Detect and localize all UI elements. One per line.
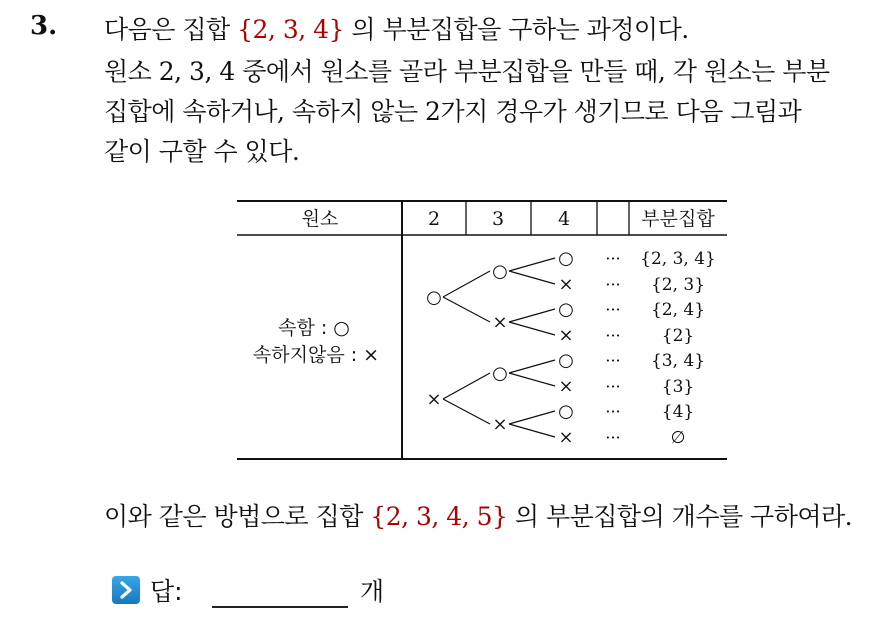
answer-blank[interactable] <box>212 606 348 608</box>
subset-2: {2, 4} <box>650 300 706 320</box>
branch-line <box>509 373 555 386</box>
problem-set: {2, 3, 4} <box>237 15 344 44</box>
node-4-no: × <box>558 325 574 346</box>
legend-belong: 속함 : ○ <box>278 317 350 339</box>
question-line <box>104 497 852 533</box>
question-text-a: 이와 같은 방법으로 집합 <box>104 502 371 531</box>
legend-not: 속하지않음 : × <box>252 344 380 366</box>
branch-line <box>509 360 555 373</box>
node-4-no: × <box>558 427 574 448</box>
subset-7: ∅ <box>670 428 686 448</box>
problem-line-3: 집합에 속하거나, 속하지 않는 2가지 경우가 생기므로 다음 그림과 <box>104 97 802 126</box>
branch-line <box>509 411 555 424</box>
node-3-no: × <box>492 414 508 435</box>
branch-line <box>509 271 555 284</box>
subset-6: {4} <box>661 402 695 422</box>
question-number: 3. <box>30 11 58 41</box>
row-dots: ··· <box>605 249 621 268</box>
node-4-yes: ○ <box>558 248 574 269</box>
branch-line <box>443 271 490 297</box>
subset-5: {3} <box>661 377 695 397</box>
node-2-yes: ○ <box>426 287 442 308</box>
node-3-yes: ○ <box>492 363 508 384</box>
node-4-yes: ○ <box>558 299 574 320</box>
row-dots: ··· <box>605 351 621 370</box>
branch-line <box>509 424 555 437</box>
node-3-yes: ○ <box>492 261 508 282</box>
node-4-yes: ○ <box>558 350 574 371</box>
problem-line-1-text-a: 다음은 집합 <box>104 15 238 44</box>
subset-0: {2, 3, 4} <box>640 249 716 269</box>
branch-line <box>509 322 555 335</box>
row-dots: ··· <box>605 300 621 319</box>
header-3: 4 <box>557 208 571 230</box>
row-dots: ··· <box>605 377 621 396</box>
node-3-no: × <box>492 312 508 333</box>
subset-3: {2} <box>661 326 695 346</box>
header-0: 원소 <box>301 208 339 230</box>
question-set: {2, 3, 4, 5} <box>370 502 508 531</box>
header-1: 2 <box>427 208 441 230</box>
node-4-yes: ○ <box>558 401 574 422</box>
arrow-right-icon <box>112 576 140 604</box>
answer-label: 답: <box>150 577 183 606</box>
subset-1: {2, 3} <box>650 275 706 295</box>
problem-line-2: 원소 2, 3, 4 중에서 원소를 골라 부분집합을 만들 때, 각 원소는 부분 <box>104 57 830 86</box>
branch-line <box>443 373 490 399</box>
node-2-no: × <box>426 389 442 410</box>
node-4-no: × <box>558 376 574 397</box>
header-5: 부분집합 <box>641 208 715 230</box>
problem-line-1-text-b: 의 부분집합을 구하는 과정이다. <box>343 15 689 44</box>
branch-line <box>509 258 555 271</box>
answer-unit: 개 <box>360 577 385 606</box>
header-2: 3 <box>491 208 505 230</box>
branch-line <box>443 297 490 322</box>
subset-4: {3, 4} <box>650 351 706 371</box>
branch-line <box>443 399 490 424</box>
row-dots: ··· <box>605 326 621 345</box>
node-4-no: × <box>558 274 574 295</box>
row-dots: ··· <box>605 275 621 294</box>
row-dots: ··· <box>605 428 621 447</box>
problem-line-4: 같이 구할 수 있다. <box>104 137 300 166</box>
question-text-b: 의 부분집합의 개수를 구하여라. <box>507 502 853 531</box>
row-dots: ··· <box>605 402 621 421</box>
branch-line <box>509 309 555 322</box>
